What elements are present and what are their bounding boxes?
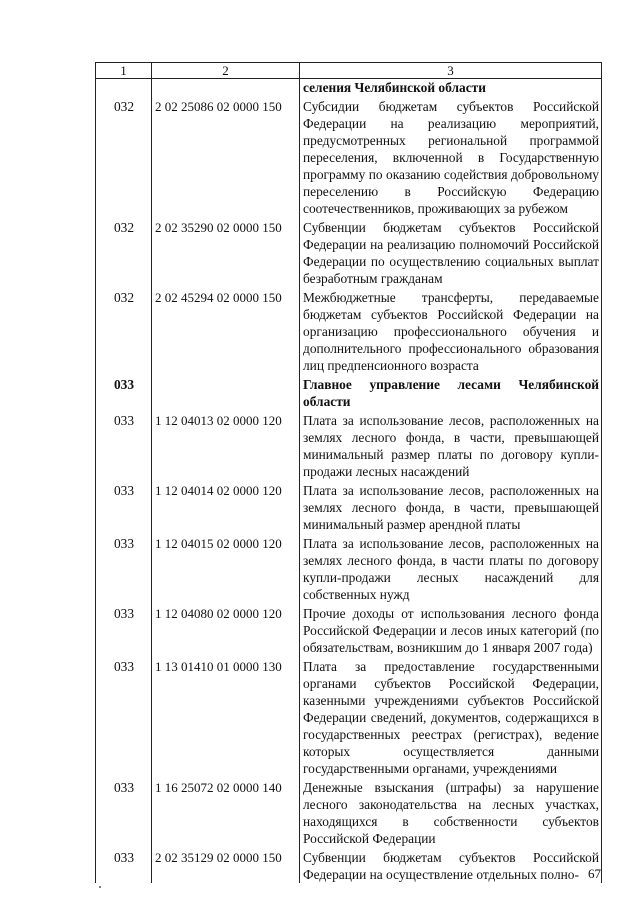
budget-code-cell: 2 02 35290 02 0000 150 <box>152 219 300 287</box>
description-cell: Субвенции бюджетам субъектов Российской Федерации на осуществление отдельных полно- <box>300 849 602 883</box>
admin-code-cell: 033 <box>96 535 152 603</box>
budget-code-cell: 1 13 01410 01 0000 130 <box>152 658 300 777</box>
description-cell: Денежные взыскания (штрафы) за нарушение лесного законодательства на лесных участках, находящихся в собственности субъектов Российской Федерации <box>300 779 602 847</box>
description-cell: Межбюджетные трансферты, передаваемые бюджетам субъектов Российской Федерации на организацию профессионального обучения и дополнительного профессионального образования лиц предпенсионного возраста <box>300 289 602 374</box>
column-header-3: 3 <box>300 63 602 79</box>
table-row <box>96 535 602 603</box>
admin-code-cell: 033 <box>96 376 152 410</box>
description-cell: Прочие доходы от использования лесного фонда Российской Федерации и лесов иных категорий (по обязательствам, возникшим до 1 января 2007 года) <box>300 605 602 656</box>
admin-code-cell: 033 <box>96 482 152 533</box>
budget-code-cell: 2 02 45294 02 0000 150 <box>152 289 300 374</box>
description-cell: Плата за предоставление государственными органами субъектов Российской Федерации, казенными учреждениями субъектов Российской Федерации сведений, документов, содержащихся в государственных реестрах (регистрах), ведение которых осуществляется данными государственными органами, учреждениями <box>300 658 602 777</box>
admin-code-cell: 033 <box>96 605 152 656</box>
budget-code-cell <box>152 376 300 410</box>
admin-code-cell: 033 <box>96 412 152 480</box>
budget-code-cell: 1 12 04080 02 0000 120 <box>152 605 300 656</box>
description-cell: Плата за использование лесов, расположенных на землях лесного фонда, в части, превышающей минимальный размер платы по договору купли-продажи лесных насаждений <box>300 412 602 480</box>
table-body <box>96 79 602 884</box>
description-cell: Субвенции бюджетам субъектов Российской Федерации на реализацию полномочий Российской Федерации по осуществлению социальных выплат безработным гражданам <box>300 219 602 287</box>
budget-code-cell: 2 02 25086 02 0000 150 <box>152 98 300 217</box>
budget-code-cell <box>152 79 300 97</box>
admin-code-cell: 032 <box>96 219 152 287</box>
description-cell: Субсидии бюджетам субъектов Российской Федерации на реализацию мероприятий, предусмотренных региональной программой переселения, включенной в Государственную программу по оказанию содействия добровольному переселению в Российскую Федерацию соотечественников, проживающих за рубежом <box>300 98 602 217</box>
budget-code-cell: 1 16 25072 02 0000 140 <box>152 779 300 847</box>
scan-speck <box>99 886 101 888</box>
page-number: 67 <box>588 866 601 881</box>
admin-code-cell: 033 <box>96 658 152 777</box>
table-row <box>96 98 602 217</box>
admin-code-cell: 032 <box>96 98 152 217</box>
table-row <box>96 376 602 410</box>
description-cell: Плата за использование лесов, расположенных на землях лесного фонда, в части платы по договору купли-продажи лесных насаждений для собственных нужд <box>300 535 602 603</box>
table-row <box>96 412 602 480</box>
description-cell: Главное управление лесами Челябинской области <box>300 376 602 410</box>
admin-code-cell <box>96 79 152 97</box>
table-row <box>96 482 602 533</box>
budget-code-cell: 1 12 04013 02 0000 120 <box>152 412 300 480</box>
table-row <box>96 79 602 97</box>
budget-code-cell: 2 02 35129 02 0000 150 <box>152 849 300 883</box>
admin-code-cell: 033 <box>96 779 152 847</box>
budget-code-cell: 1 12 04015 02 0000 120 <box>152 535 300 603</box>
table-row <box>96 658 602 777</box>
table-header <box>96 63 602 79</box>
table-row <box>96 219 602 287</box>
table-row <box>96 849 602 883</box>
column-header-1: 1 <box>96 63 152 79</box>
table-row <box>96 779 602 847</box>
table-row <box>96 289 602 374</box>
budget-code-cell: 1 12 04014 02 0000 120 <box>152 482 300 533</box>
revenue-codes-table <box>95 62 602 883</box>
table-row <box>96 605 602 656</box>
description-cell: Плата за использование лесов, расположенных на землях лесного фонда, в части, превышающей минимальный размер арендной платы <box>300 482 602 533</box>
admin-code-cell: 032 <box>96 289 152 374</box>
column-header-2: 2 <box>152 63 300 79</box>
description-cell: селения Челябинской области <box>300 79 602 97</box>
admin-code-cell: 033 <box>96 849 152 883</box>
